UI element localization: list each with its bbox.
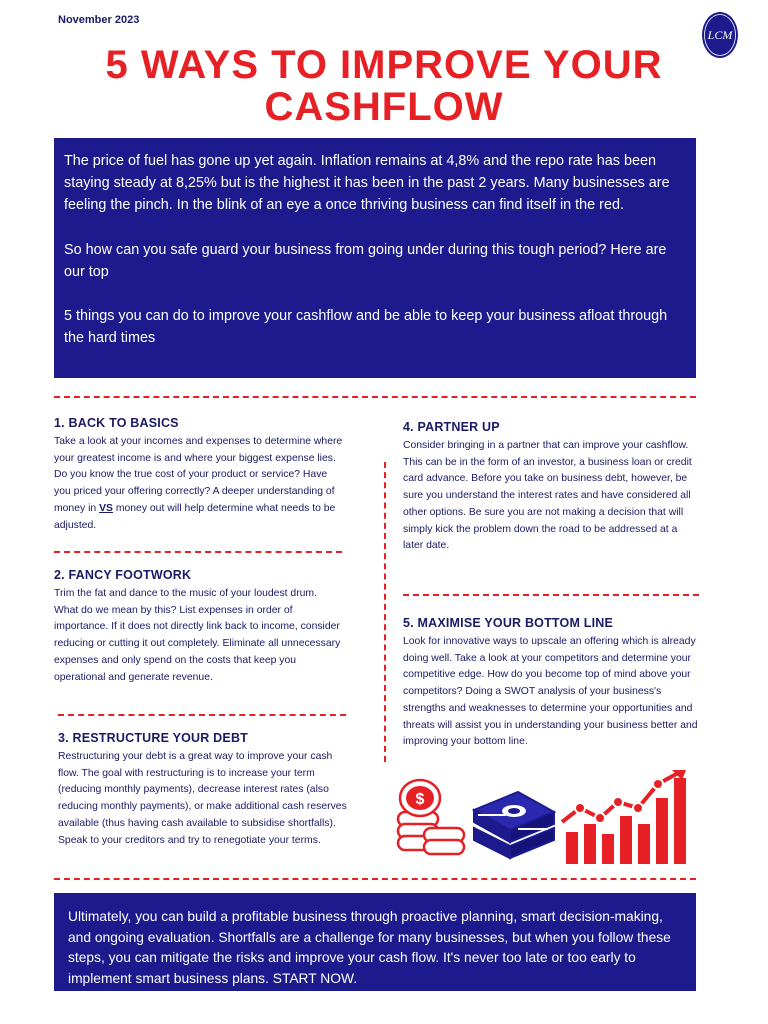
- svg-text:$: $: [415, 791, 425, 808]
- title-line-1: 5 WAYS TO IMPROVE YOUR: [105, 43, 663, 87]
- section-partner-up: [403, 420, 699, 555]
- divider-top: [54, 396, 696, 398]
- outro-text: Ultimately, you can build a profitable business through proactive planning, smart decision-making, and ongoing evaluation. Shortfalls are a challenge for many businesses, but when you follow these steps, you can mitigate the risks and improve your cash flow. It's never too late or too early to implement smart business plans. START NOW.: [68, 909, 671, 986]
- section-back-to-basics: [54, 416, 344, 534]
- intro-paragraph-1: The price of fuel has gone up yet again. Inflation remains at 4,8% and the repo rate has been staying steady at 8,25% but is the highest it has been in the past 2 years. Many businesses are feeling the pinch. In the blink of an eye a once thriving business can find itself in the red.: [64, 153, 670, 214]
- section-heading: 3. RESTRUCTURE YOUR DEBT: [58, 731, 249, 745]
- section-heading: 4. PARTNER UP: [403, 420, 500, 434]
- cash-bundle-icon: [468, 788, 560, 864]
- growth-chart-icon: [560, 770, 700, 866]
- logo-lettering: LCM: [707, 28, 733, 42]
- divider-3: [403, 594, 699, 596]
- intro-box: [54, 138, 696, 378]
- divider-bottom: [54, 878, 696, 880]
- section-restructure-debt: [58, 731, 348, 849]
- section-heading: 2. FANCY FOOTWORK: [54, 568, 192, 582]
- outro-box: [54, 893, 696, 991]
- section-body: Consider bringing in a partner that can improve your cashflow. This can be in the form of an investor, a business loan or credit card advance. Before you take on business debt, however, be sure you understand the interest rates and have considered all other options. Be sure you are not making a decision that will simply kick the problem down the road to be addressed at a later date.: [403, 440, 692, 552]
- coin-stack-icon: [394, 776, 470, 866]
- section-fancy-footwork: [54, 568, 344, 686]
- vs-emphasis: VS: [99, 502, 113, 514]
- divider-vertical: [384, 462, 386, 762]
- title-line-2: CASHFLOW: [264, 85, 504, 129]
- intro-paragraph-2: So how can you safe guard your business from going under during this tough period? Here are our top: [64, 241, 667, 280]
- intro-paragraph-3: 5 things you can do to improve your cashflow and be able to keep your business afloat through the hard times: [64, 308, 668, 347]
- section-heading: 1. BACK TO BASICS: [54, 416, 179, 430]
- divider-2: [58, 714, 346, 716]
- section-body: Restructuring your debt is a great way to improve your cash flow. The goal with restructuring is to increase your term (reducing monthly payments), decrease interest rates (also reducing monthly payments), or make additional cash reserves available (thus having cash available to subsidise shortfalls). Speak to your creditors and try to renegotiate your terms.: [58, 751, 347, 846]
- page-title: [20, 44, 748, 128]
- section-body: Trim the fat and dance to the music of your loudest drum. What do we mean by this? List expenses in order of importance. If it does not directly link back to income, consider reducing or cutting it out completely. Eliminate all unnecessary expenses and only spend on the costs that keep you operational and generate revenue.: [54, 588, 341, 683]
- issue-date: November 2023: [58, 14, 140, 26]
- section-body: Take a look at your incomes and expenses to determine where your greatest income is and where your biggest expense lies. Do you know the true cost of your product or service? Have you priced your offering correctly? A deeper understanding of money in VS money out will help determine what needs to be adjusted.: [54, 436, 343, 531]
- section-body: Look for innovative ways to upscale an offering which is already doing well. Take a look at your competitors and determine your competitive edge. How do you become top of mind above your competitors? Doing a SWOT analysis of your business's strengths and weaknesses to determine your opportunities and threats will assist you in understanding your business better and improving your bottom line.: [403, 636, 698, 748]
- section-heading: 5. MAXIMISE YOUR BOTTOM LINE: [403, 616, 614, 630]
- divider-1: [54, 551, 342, 553]
- section-maximise-bottom-line: [403, 616, 699, 751]
